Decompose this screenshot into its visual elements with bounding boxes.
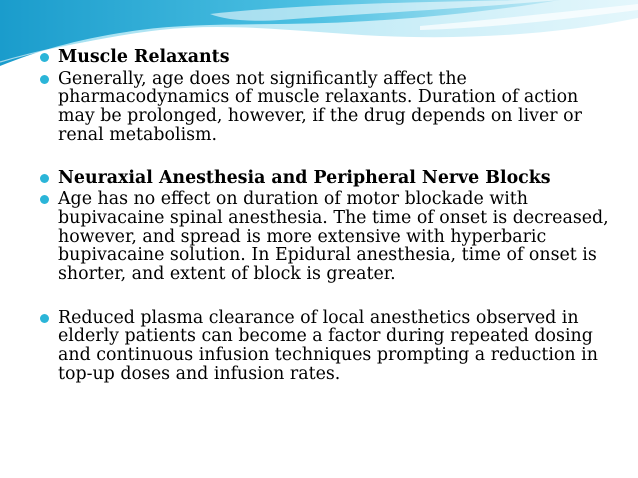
slide-body (38, 48, 618, 384)
bullet-text: Generally, age does not significantly affect the pharmacodynamics of muscle relaxants. Duration of action may be prolonged, however, if the drug depends on liver or renal metabolism. (58, 68, 582, 145)
bullet-dot-icon (40, 195, 49, 204)
spacer (38, 284, 618, 303)
bullet-muscle-relaxants (38, 48, 618, 67)
bullet-text: Reduced plasma clearance of local anesthetics observed in elderly patients can become a factor during repeated dosing and continuous infusion techniques prompting a reduction in top-up doses and infusion rates. (58, 307, 598, 384)
bullet-dot-icon (40, 75, 49, 84)
bullet-plasma-clearance (38, 309, 618, 384)
bullet-text: Neuraxial Anesthesia and Peripheral Nerve Blocks (58, 167, 551, 188)
bullet-dot-icon (40, 174, 49, 183)
spacer (38, 145, 618, 164)
bullet-muscle-relaxants-detail (38, 70, 618, 145)
bullet-dot-icon (40, 314, 49, 323)
bullet-neuraxial-heading (38, 169, 618, 188)
bullet-text: Age has no effect on duration of motor blockade with bupivacaine spinal anesthesia. The time of onset is decreased, however, and spread is more extensive with hyperbaric bupivacaine solution. In Epidural anesthesia, time of onset is shorter, and extent of block is greater. (58, 189, 609, 285)
bullet-text: Muscle Relaxants (58, 47, 230, 67)
bullet-dot-icon (40, 53, 49, 62)
bullet-neuraxial-detail (38, 190, 618, 284)
